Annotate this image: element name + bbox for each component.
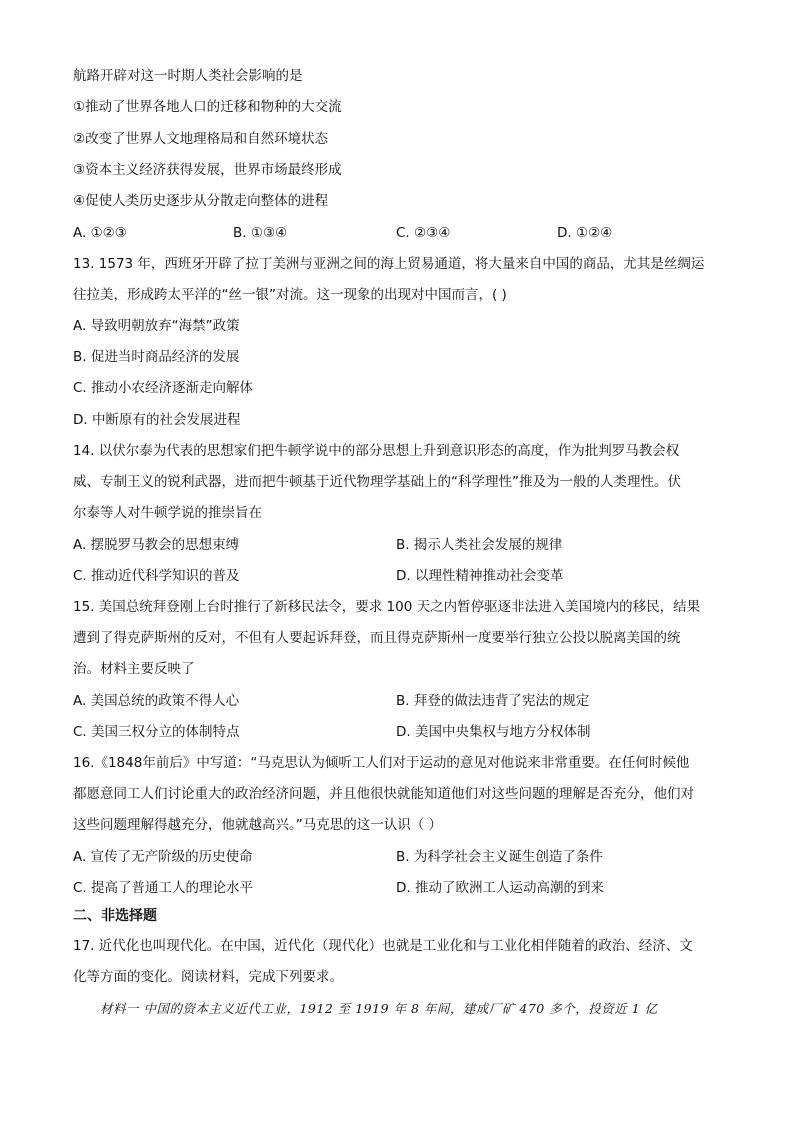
q16-stem-line: 16.《1848年前后》中写道：“马克思认为倾听工人们对于运动的意见对他说来非常重要。在任何时候他 [73, 755, 690, 771]
q16-option-b: B. 为科学社会主义诞生创造了条件 [396, 849, 603, 865]
q13-stem-line: 往拉美，形成跨太平洋的“丝一银”对流。这一现象的出现对中国而言，( ) [73, 287, 507, 303]
q13-stem-line: 13. 1573 年，西班牙开辟了拉丁美洲与亚洲之间的海上贸易通道，将大量来自中国的商品，尤其是丝绸运 [73, 256, 705, 272]
q15-stem-line: 遭到了得克萨斯州的反对，不但有人要起诉拜登，而且得克萨斯州一度要举行独立公投以脱离美国的统 [73, 630, 681, 646]
q16-stem-line: 都愿意同工人们讨论重大的政治经济问题，并且他很快就能知道他们对这些问题的理解是否充分，他们对 [73, 786, 694, 802]
q14-option-c: C. 推动近代科学知识的普及 [73, 568, 240, 584]
q15-stem-line: 15. 美国总统拜登刚上台时推行了新移民法令，要求 100 天之内暂停驱逐非法进入美国境内的移民，结果 [73, 599, 701, 615]
q13-option-d: D. 中断原有的社会发展进程 [73, 412, 241, 428]
q12-stem: 航路开辟对这一时期人类社会影响的是 [73, 68, 303, 84]
q16-option-c: C. 提高了普通工人的理论水平 [73, 880, 254, 896]
q12-option-b: B. ①③④ [233, 225, 288, 241]
q13-option-c: C. 推动小农经济逐渐走向解体 [73, 380, 254, 396]
q14-stem-line: 威、专制王义的锐利武器，进而把牛顿基于近代物理学基础上的“科学理性”推及为一般的人类理性。伏 [73, 474, 681, 490]
q14-stem-line: 14. 以伏尔泰为代表的思想家们把牛顿学说中的部分思想上升到意识形态的高度，作为批判罗马教会权 [73, 443, 680, 459]
q14-option-d: D. 以理性精神推动社会变革 [396, 568, 564, 584]
q13-option-b: B. 促进当时商品经济的发展 [73, 349, 240, 365]
q14-option-b: B. 揭示人类社会发展的规律 [396, 537, 563, 553]
q15-option-b: B. 拜登的做法违背了宪法的规定 [396, 693, 590, 709]
q14-option-a: A. 摆脱罗马教会的思想束缚 [73, 537, 240, 553]
q16-option-a: A. 宣传了无产阶级的历史使命 [73, 849, 253, 865]
q12-option-c: C. ②③④ [396, 225, 451, 241]
q12-option-d: D. ①②④ [557, 225, 613, 241]
q12-item: ③资本主义经济获得发展，世界市场最终形成 [73, 162, 342, 178]
q12-item: ④促使人类历史逐步从分散走向整体的进程 [73, 193, 329, 209]
q12-item: ②改变了世界人文地理格局和自然环境状态 [73, 131, 329, 147]
q13-option-a: A. 导致明朝放弃“海禁”政策 [73, 318, 240, 334]
q16-option-d: D. 推动了欧洲工人运动高潮的到来 [396, 880, 604, 896]
q15-stem-line: 治。材料主要反映了 [73, 661, 195, 677]
q17-material-1: 材料一 中国的资本主义近代工业，1912 至 1919 年 8 年间，建成厂矿 470 多个，投资近 1 亿 [100, 1001, 658, 1016]
q12-item: ①推动了世界各地人口的迁移和物种的大交流 [73, 99, 342, 115]
q16-stem-line: 这些问题理解得越充分，他就越高兴。”马克思的这一认识（ ） [73, 817, 443, 833]
q17-stem-line: 化等方面的变化。阅读材料，完成下列要求。 [73, 969, 343, 985]
q15-option-c: C. 美国三权分立的体制特点 [73, 724, 240, 740]
q12-option-a: A. ①②③ [73, 225, 127, 241]
q15-option-a: A. 美国总统的政策不得人心 [73, 693, 240, 709]
section-heading: 二、非选择题 [73, 908, 157, 924]
q17-stem-line: 17. 近代化也叫现代化。在中国，近代化（现代化）也就是工业化和与工业化相伴随着的政治、经济、文 [73, 938, 693, 954]
q15-option-d: D. 美国中央集权与地方分权体制 [396, 724, 591, 740]
q14-stem-line: 尔泰等人对牛顿学说的推崇旨在 [73, 505, 262, 521]
